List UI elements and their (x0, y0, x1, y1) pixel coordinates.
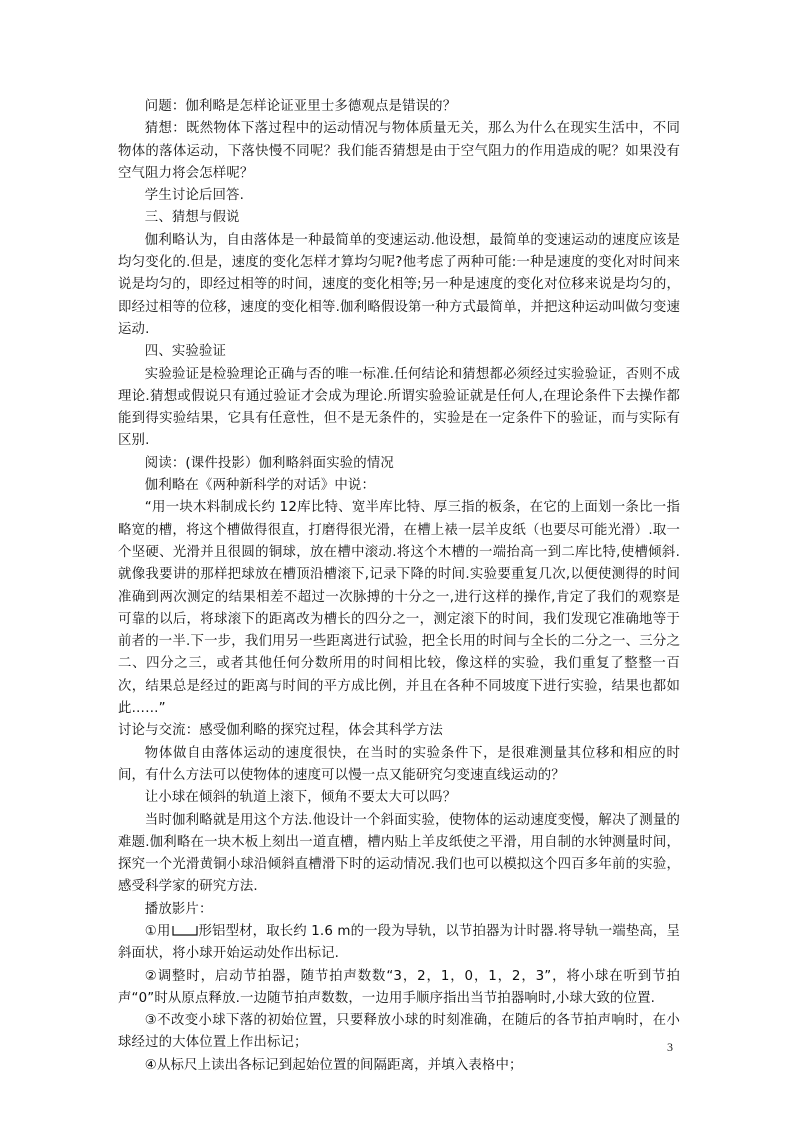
document-body (118, 96, 680, 1077)
section-heading-verification: 四、实验验证 (144, 344, 227, 360)
quote-paragraph: “用一块木料制成长约 12库比特、宽半库比特、厚三指的板条，在它的上面划一条比一指略宽的槽，将这个槽做得很直，打磨得很光滑，在槽上裱一层羊皮纸（也要尽可能光滑）.取一个坚硬、光滑并且很圆的铜球，放在槽中滚动.将这个木槽的一端抬高一到二库比特,使槽倾斜.就像我要讲的那样把球放在槽顶沿槽滚下,记录下降的时间.实验要重复几次,以便使测得的时间准确到两次测定的结果相差不超过一次脉搏的十分之一,进行这样的操作,肯定了我们的观察是可靠的以后，将球滚下的距离改为槽长的四分之一，测定滚下的时间，我们发现它准确地等于前者的一半.下一步，我们用另一些距离进行试验，把全长用的时间与全长的二分之一、三分之二、四分之三，或者其他任何分数所用的时间相比较，像这样的实验，我们重复了整整一百次，结果总是经过的距离与时间的平方成比例，并且在各种不同坡度下进行实验，结果也都如此……” (118, 500, 680, 717)
step-4-paragraph: ④从标尺上读出各标记到起始位置的间隔距离，并填入表格中； (144, 1057, 523, 1073)
u-channel-icon (172, 926, 198, 936)
student-discussion-paragraph: 学生讨论后回答. (144, 188, 244, 204)
galileo-hypothesis-paragraph: 伽利略认为，自由落体是一种最简单的变速运动.他设想，最简单的变速运动的速度应该是均匀变化的.但是，速度的变化怎样才算均匀呢?他考虑了两种可能:一种是速度的变化对时间来说是均匀的，即经过相等的时间，速度的变化相等;另一种是速度的变化对位移来说是均匀的，即经过相等的位移，速度的变化相等.伽利略假设第一种方式最简单，并把这种运动叫做匀变速运动. (118, 232, 680, 337)
discussion-heading: 讨论与交流：感受伽利略的探究过程，体会其科学方法 (118, 723, 443, 739)
incline-question-paragraph: 让小球在倾斜的轨道上滚下，倾角不要太大可以吗？ (144, 790, 457, 806)
reading-paragraph: 阅读：(课件投影）伽利略斜面实验的情况 (144, 455, 394, 471)
verification-paragraph: 实验验证是检验理论正确与否的唯一标准.任何结论和猜想都必须经过实验验证，否则不成理论.猜想或假说只有通过验证才会成为理论.所谓实验验证就是任何人,在理论条件下去操作都能到得实验结果，它具有任意性，但不是无条件的，实验是在一定条件下的验证，而与实际有区别. (118, 366, 680, 449)
step-2-paragraph: ②调整时，启动节拍器，随节拍声数数“3，2，1，0，1，2，3”，将小球在听到节拍声“0”时从原点释放.一边随节拍声数数，一边用手顺序指出当节拍器响时,小球大致的位置. (118, 968, 680, 1006)
step-1-paragraph (118, 921, 680, 966)
measurement-question-paragraph: 物体做自由落体运动的速度很快，在当时的实验条件下，是很难测量其位移和相应的时间，有什么方法可以使物体的速度可以慢一点又能研究匀变速直线运动的？ (118, 745, 680, 783)
step-1-text: 形铝型材，取长约 1.6 m的一段为导轨，以节拍器为计时器.将导轨一端垫高，呈斜面状，将小球开始运动处作出标记. (118, 923, 680, 962)
incline-experiment-paragraph: 当时伽利略就是用这个方法.他设计一个斜面实验，使物体的运动速度变慢，解决了测量的难题.伽利略在一块木板上刻出一道直槽，槽内贴上羊皮纸使之平滑，用自制的水钟测量时间，探究一个光滑黄铜小球沿倾斜直槽滑下时的运动情况.我们也可以模拟这个四百多年前的实验，感受科学家的研究方法. (118, 812, 680, 895)
dialogue-intro-paragraph: 伽利略在《两种新科学的对话》中说： (144, 478, 375, 494)
page-number: 3 (667, 1040, 673, 1054)
play-video-paragraph: 播放影片： (144, 901, 213, 917)
step-3-paragraph: ③不改变小球下落的初始位置，只要释放小球的时刻准确，在随后的各节拍声响时，在小球经过的大体位置上作出标记； (118, 1013, 680, 1051)
question-paragraph: 问题：伽利略是怎样论证亚里士多德观点是错误的？ (144, 99, 457, 114)
section-heading-conjecture: 三、猜想与假说 (144, 210, 240, 226)
step-1-prefix: ①用 (144, 923, 171, 939)
conjecture-paragraph: 猜想：既然物体下落过程中的运动情况与物体质量无关，那么为什么在现实生活中，不同物体的落体运动，下落快慢不同呢？我们能否猜想是由于空气阻力的作用造成的呢？如果没有空气阻力将会怎样呢？ (118, 121, 680, 181)
